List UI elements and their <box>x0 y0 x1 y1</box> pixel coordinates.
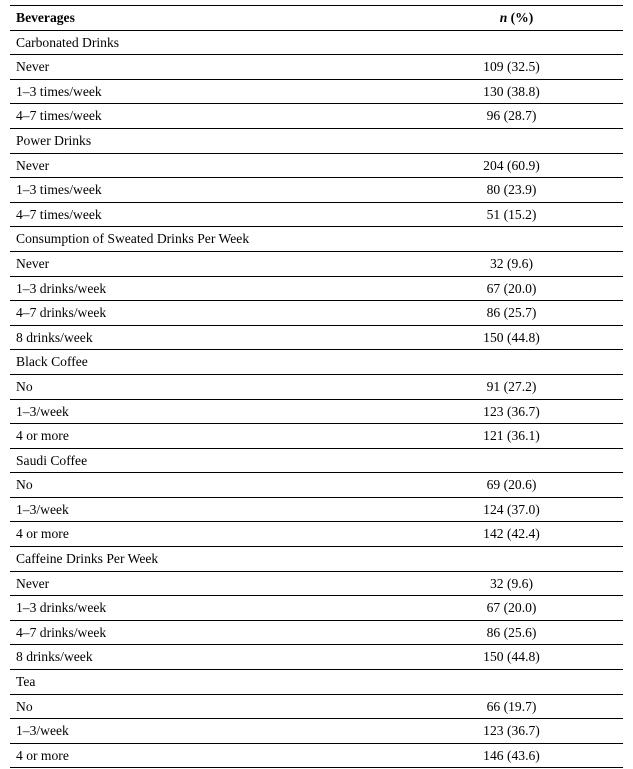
row-label: 1–3/week <box>10 497 410 522</box>
section-title: Consumption of Sweated Drinks Per Week <box>10 227 410 252</box>
table-row <box>10 276 623 301</box>
table-row <box>10 522 623 547</box>
row-label: 1–3 drinks/week <box>10 276 410 301</box>
section-row <box>10 128 623 153</box>
section-empty-cell <box>410 547 623 572</box>
table-row <box>10 473 623 498</box>
header-n: n <box>499 10 508 25</box>
table-row <box>10 374 623 399</box>
row-value: 109 (32.5) <box>410 55 623 80</box>
row-label: No <box>10 374 410 399</box>
row-value: 146 (43.6) <box>410 743 623 768</box>
row-label: 4–7 times/week <box>10 104 410 129</box>
section-empty-cell <box>410 448 623 473</box>
section-row <box>10 670 623 695</box>
row-label: 1–3/week <box>10 399 410 424</box>
table-row <box>10 719 623 744</box>
row-value: 123 (36.7) <box>410 399 623 424</box>
row-label: 1–3 times/week <box>10 79 410 104</box>
row-value: 130 (38.8) <box>410 79 623 104</box>
table-row <box>10 424 623 449</box>
row-label: 8 drinks/week <box>10 325 410 350</box>
table-row <box>10 620 623 645</box>
section-title: Black Coffee <box>10 350 410 375</box>
beverages-table-container <box>10 5 623 768</box>
row-value: 32 (9.6) <box>410 571 623 596</box>
row-label: 1–3 drinks/week <box>10 596 410 621</box>
row-value: 96 (28.7) <box>410 104 623 129</box>
row-label: 8 drinks/week <box>10 645 410 670</box>
row-label: 1–3/week <box>10 719 410 744</box>
section-title: Carbonated Drinks <box>10 30 410 55</box>
row-value: 80 (23.9) <box>410 178 623 203</box>
section-row <box>10 227 623 252</box>
section-title: Caffeine Drinks Per Week <box>10 547 410 572</box>
row-value: 86 (25.6) <box>410 620 623 645</box>
row-value: 124 (37.0) <box>410 497 623 522</box>
row-label: Never <box>10 571 410 596</box>
section-row <box>10 547 623 572</box>
row-value: 123 (36.7) <box>410 719 623 744</box>
table-row <box>10 743 623 768</box>
row-label: 4–7 drinks/week <box>10 620 410 645</box>
row-label: 4–7 times/week <box>10 202 410 227</box>
header-beverages: Beverages <box>10 6 410 31</box>
row-label: No <box>10 694 410 719</box>
row-label: Never <box>10 251 410 276</box>
row-value: 67 (20.0) <box>410 596 623 621</box>
table-row <box>10 596 623 621</box>
section-row <box>10 448 623 473</box>
row-label: 4 or more <box>10 522 410 547</box>
section-title: Tea <box>10 670 410 695</box>
table-row <box>10 571 623 596</box>
section-empty-cell <box>410 670 623 695</box>
section-row <box>10 350 623 375</box>
row-value: 51 (15.2) <box>410 202 623 227</box>
row-value: 150 (44.8) <box>410 325 623 350</box>
section-empty-cell <box>410 30 623 55</box>
section-title: Saudi Coffee <box>10 448 410 473</box>
section-empty-cell <box>410 227 623 252</box>
table-row <box>10 104 623 129</box>
row-value: 142 (42.4) <box>410 522 623 547</box>
table-row <box>10 79 623 104</box>
row-value: 32 (9.6) <box>410 251 623 276</box>
row-label: No <box>10 473 410 498</box>
table-row <box>10 497 623 522</box>
table-row <box>10 55 623 80</box>
table-row <box>10 645 623 670</box>
row-value: 204 (60.9) <box>410 153 623 178</box>
row-value: 67 (20.0) <box>410 276 623 301</box>
row-label: 4–7 drinks/week <box>10 301 410 326</box>
section-title: Power Drinks <box>10 128 410 153</box>
table-header-row <box>10 6 623 31</box>
table-body <box>10 30 623 768</box>
section-row <box>10 30 623 55</box>
header-n-percent <box>410 6 623 31</box>
table-row <box>10 178 623 203</box>
row-label: 1–3 times/week <box>10 178 410 203</box>
row-label: Never <box>10 153 410 178</box>
row-value: 66 (19.7) <box>410 694 623 719</box>
table-row <box>10 153 623 178</box>
table-row <box>10 202 623 227</box>
table-row <box>10 399 623 424</box>
table-row <box>10 694 623 719</box>
row-label: Never <box>10 55 410 80</box>
header-percent: (%) <box>510 10 534 25</box>
row-value: 91 (27.2) <box>410 374 623 399</box>
table-row <box>10 301 623 326</box>
beverages-table <box>10 5 623 768</box>
row-value: 150 (44.8) <box>410 645 623 670</box>
table-row <box>10 251 623 276</box>
section-empty-cell <box>410 350 623 375</box>
table-row <box>10 325 623 350</box>
row-value: 86 (25.7) <box>410 301 623 326</box>
row-value: 121 (36.1) <box>410 424 623 449</box>
row-label: 4 or more <box>10 424 410 449</box>
row-value: 69 (20.6) <box>410 473 623 498</box>
row-label: 4 or more <box>10 743 410 768</box>
section-empty-cell <box>410 128 623 153</box>
